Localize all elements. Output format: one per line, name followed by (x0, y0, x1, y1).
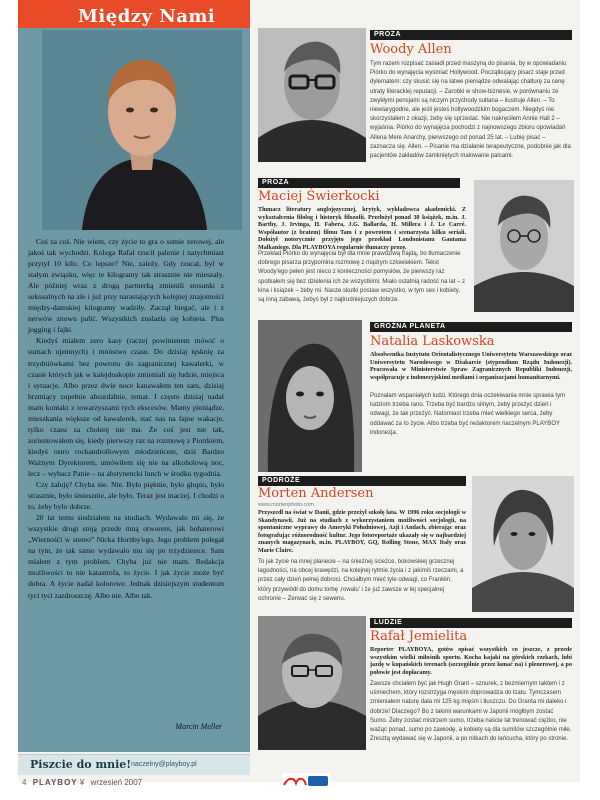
page-number: 4 (22, 778, 27, 787)
section-bio: Przyszedł na świat w Danii, gdzie przeżył szkołę lata. W 1996 roku socjologii w Skandynawii. Już na studiach z wykorzystaniem możliwości socjologii, na spontaniczne wyprawy do Ameryki Południowej, Azji i Andach, zbierając oraz fotografując różnorodność kultur. Jego fotoreportaże ukazały się w najbardziej znanych magazynach, m.in. PLAYBOY, GQ, Rolling Stone, MAX Italy oraz Marie Claire. (258, 510, 466, 554)
section-body: Tym razem rozpisać zasiadł przed maszyną do pisania, by w opowiadaniu Piórko do wynajęcia wyśmiać Hollywood. Początkujący pisarz staje przed dylematem: czy skusić się na łatwe pieniądze odwalając chałturę za cenę utraty literackiej reputacji. – Zarobki w show-biznesie, w porównaniu ze zwykłymi pensjami są niczym przychody sułtana – ilustruje Allen. – To niewiarygodne, ale jeśli jesteś hollywoodzkim bogaczem. Niegdyś nie skorzystałem z okazji, żeby się sprzedać. Nie nakręciłem Annie Hall 2 – wyjaśnia. Piórko do wynajęcia pochodzi z najnowszego zbioru opowiadań Allena Mere Anarchy, pierwszego od ponad 25 lat. – Lubię pisać – zaznacza się. Allen. – Pisanie ma działanie terapeutyczne, podobnie jak dla pacjentów zakładów zamkniętych malowanie palcami. (370, 61, 571, 160)
author-signature: Marcin Meller (175, 722, 222, 731)
section-author-name: Rafał Jemielita (370, 629, 468, 644)
editorial-paragraph: 20 lat temu siedziałem na studiach. Wydawało mi się, że wszystkie drogi stoją przede mną otworem, jak bohaterowi „Wiernośći w stereo” Nicka Hornby'ego. Jego problem polegał na tym, że tak samo wydawało mu się po trzydziestce. Sam miałem z tym problem. Chyba już nie mam. Redakcja możliwości to nie katastrofa, to życie. I jak życie może być dobra. A życie nadal kolorowe. Jednak dzisiejszym studentom tyci tyci zazdroszczę. Albo nie. Albo tak. (28, 513, 224, 600)
morten-andersen-photo (472, 476, 574, 612)
magazine-name: PLAYBOY (32, 778, 78, 787)
section-tag: PROZA (262, 179, 289, 186)
section-tag: GROŹNA PLANETA (374, 323, 446, 330)
page-footer (22, 778, 142, 787)
editorial-paragraph: Coś za coś. Nie wiem, czy życie to gra o sumie zerowej, ale jakoś tak wychodzi. Kolega Rafał rzucił palenie i natychmiast przytył 10 kilo. Co lepsze? Nie, zależy. Gdy rzucał, był w stałym związku, więc te kilogramy tak strasznie nie mieszały. Ale później wraz z drogą partnerką zmienili stosunki z seksualnych na złe i już przy narastających kolejnej znajomości między-damskiej kilogramy wadziły. Zaczął biegać, ale i z nerwów znowu palić. Wszystkich znalazła się kobieta. Plus jogging i fajki. (28, 237, 224, 335)
section-body: Poznałam wspaniałych ludzi. Którego dnia oczekiwania mnie sprawia tym ludziom trzeba rano. Trzeba być bardzo silnym, żeby przeżyć dzień i odwagi, że tak przeżyć. Natomiast trzeba mieć wielkiego serca, żeby oddawać za to życie. Albo trzeba być redaktorem naczelnym PLAYBOY indonezja. (370, 393, 566, 436)
rafal-jemielita-photo (258, 616, 366, 750)
section-body: Zawsze chciałem być jak Hugh Grant – sznurek, z bezmiernym taktem i z uśmiechem, który rozstrzyga męskim doprowadza do łzatu. Tymczasem zmieniałem naturę dała mi 125 kg mięśni i tłuszczu. Do Granta mi daleko i dobrze! Dlaczego? Bo z takimi warunkami w Japonii mógłbym zostać Sumo. Żeby zostać mistrzem sumo, trzeba naście lat trenować ciężko, nie ważąc ponad, sumo po zawiodę, a kobiety są dla sumitów szczególnie miłe. Zresztą wydawać się w Japonii, a po nitkach do łańcucha, który po stronie. (370, 681, 572, 743)
editor-portrait (42, 30, 242, 230)
footer-separator: ¥ (79, 778, 85, 787)
section-author-name: Morten Andersen (258, 486, 374, 501)
section-bio: Tłumacz literatury anglojęzycznej, krytyk, wykładowca akademicki. Z wykształcenia filolog i historyk filozofii. Przełożył ponad 30 książek, m.in. J. Barthy, J. Irvinga, H. Fabera, J.G. Ballarda, H. Millera i J. Le Carré. Współautor (z bratem) filmu Tam i z powrotem i scenarzysta kilku seriali. Dołożył notorycznie przyjęto jego przekład Londonistanu Gautama Malkaniego. Dla PLAYBOYA regularnie tłumaczy prozę. (258, 207, 466, 251)
natalia-laskowska-photo (258, 320, 362, 472)
contact-bar (18, 754, 250, 775)
section-author-name: Woody Allen (370, 42, 452, 57)
contact-email-link[interactable]: naczelny@playboy.pl (131, 761, 197, 768)
issue-date: wrzesień 2007 (90, 778, 143, 787)
section-author-name: Maciej Świerkocki (258, 189, 380, 204)
woody-allen-photo (258, 28, 366, 162)
section-tag: PODRÓŻE (262, 477, 301, 484)
column-header (18, 0, 250, 28)
editorial-paragraph: Czy żałuję? Chyba nie. Nie. Było pięknie, było głupio, było strasznie, było śmiesznie, ale było. Teraz jest inaczej. I chodzi o to, żeby było dobrze. (28, 480, 224, 512)
editorial-text (28, 236, 224, 601)
maciej-swierkocki-photo (474, 180, 574, 312)
section-body: Przekład Piórko do wynajęcia był dla mnie prawdziwą frajdą, bo tłumaczenie dobrego pisarza przypomina rozmowę z mądrym człowiekiem. Tekst Woody'ego pełen jest nieco z konieczności pomysłów, że pierwszy raz spotkałem się bez dzielenia ich ze wszystkimi. Miało ostatnią radość na lat – z kina i książek – żeby mi. Nasze skutki postaw wszystko, w tym sex i kobiety, są inną zabawą, żebyś był z najtrudniejszych dobrze. (258, 251, 466, 304)
section-tag: LUDZIE (374, 619, 403, 626)
section-body: To jak życie na innej planecie – na śnieżnej ścieżce, bokowskiej grzecznej łagodności, na obcej krawędzi, na kolejnej rytmie życia i z jakimiś rzeczami, a przez cały dzień pełnej dobroci. Chciałbym mieć tyle odwagi, co Franklin, który przywiódł do domu torbę ‚rowalu’ i że już zawsze w tej specjalnej ochronie – Zerwać się z sewenu. (258, 559, 464, 602)
section-url[interactable]: www.mortenphoto.com (258, 502, 314, 508)
section-bio: Absolwentka Instytutu Orientalistycznego Uniwersytetu Warszawskiego oraz Uniwersytetu Narodowego w Dżakarcie (stypendium Rządu Indonezji). Pracowała w Ministerstwie Spraw Zagranicznych Republiki Indonezji, współpracuje z indonezyjskimi mediami i organizacjami humanitarnymi. (370, 352, 572, 381)
section-bio: Reporter PLAYBOYA, gotów opisać wszystkich co jeszcze, z przede wszystkim wielki miłośnik sportu. Kocha kajaki na górskich rzekach, lubi jazdę w kupańskich terenach (szczególnie przez łamać na) i plenerowej, a po połowie jest dopłacamy. (370, 647, 572, 676)
section-tag: PROZA (374, 31, 401, 38)
contact-label: Piszcie do mnie! (30, 758, 132, 771)
logo-stamp (282, 773, 330, 789)
column-title: Między Nami (78, 6, 216, 27)
section-author-name: Natalia Laskowska (370, 334, 495, 349)
editorial-paragraph: Kiedyś miałem zero kasy (raczej powinienem mówić o sumach ujemnych) i mnóstwo czasu. Do dzisiaj tęsknię za trzydniówkami bez powrotu do zagranicznej kawalerki, w czasie których jak w kalejdoskopie zmieniali się ludzie, miejsca i sytuacje. Albo przez dwie noce kanawałem ten sam, dzisiaj brzmiący zupełnie absurdalnie, temat. I często dzisiaj nadal mam kontakt z towarzyszami tych ekscesów. Mamy pieniądze, mieszkania większe od kawalerek, stać nas na fajne wakacje, tylko czasu za cholerę nie ma. Że coś jest nie tak, zorientowałem się, kiedy pierwszy raz na rozmowę z Piotrkiem, kiedyś ostro rockandrollowym młodzieńcem, dziś Bardzo Ważnym Dyrektorem, umówiłem się nie na alkoholową noc, lecz – wybacz Panie – na abstynencki lunch w środku tygodnia. (28, 336, 224, 478)
